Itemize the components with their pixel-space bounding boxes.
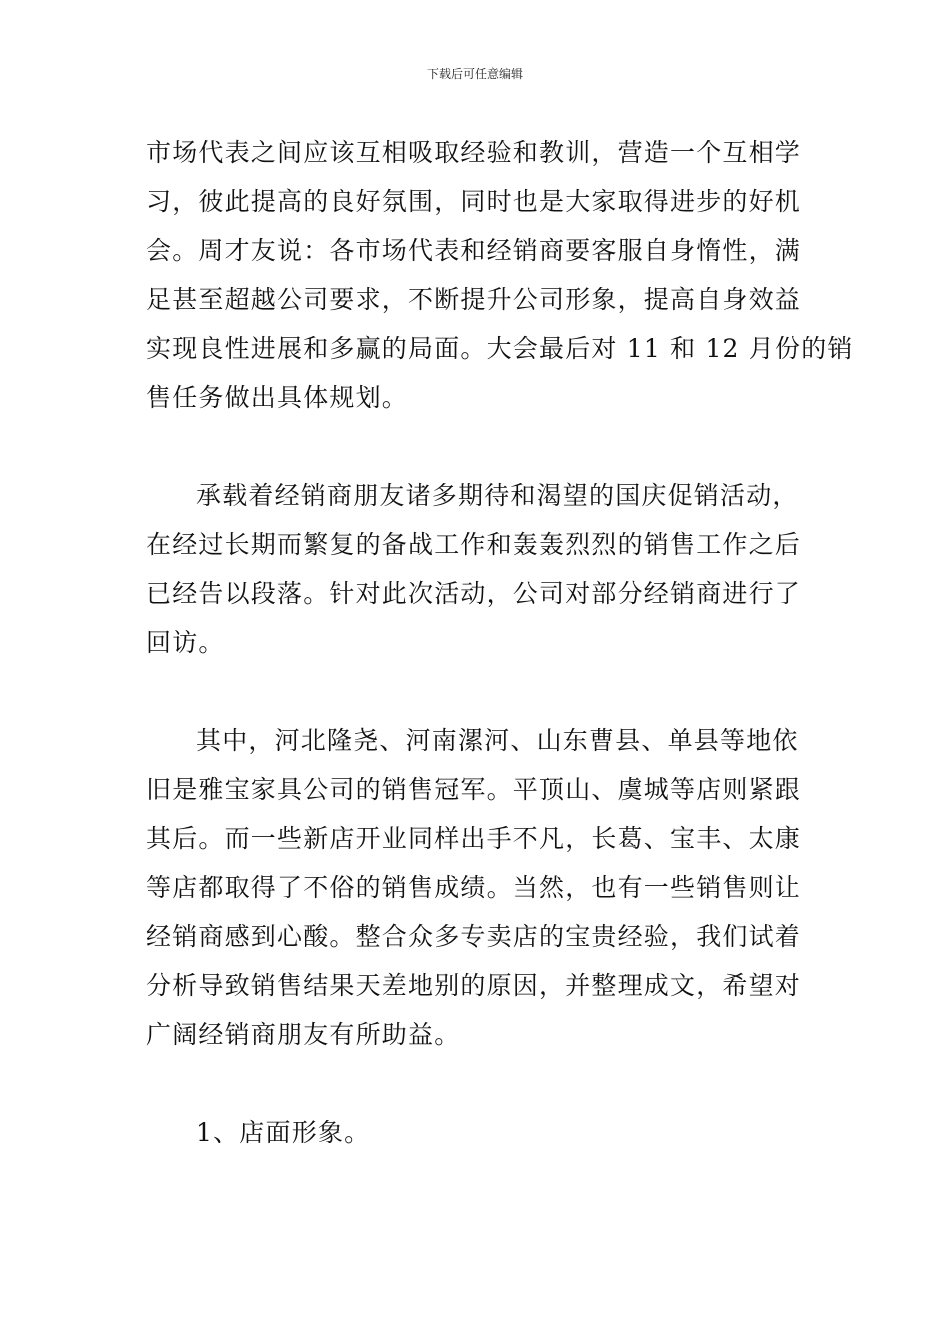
paragraph-line: 习，彼此提高的良好氛围，同时也是大家取得进步的好机: [146, 187, 802, 216]
document-body: [146, 128, 854, 1157]
header-note: 下载后可任意编辑: [426, 67, 523, 81]
paragraph-line: 经销商感到心酸。整合众多专卖店的宝贵经验，我们试着: [146, 922, 802, 951]
paragraph-line: 等店都取得了不俗的销售成绩。当然，也有一些销售则让: [146, 873, 802, 902]
paragraph-line: 售任务做出具体规划。: [146, 383, 409, 412]
paragraph-line: 市场代表之间应该互相吸取经验和教训，营造一个互相学: [146, 138, 802, 167]
paragraph-line: 广阔经销商朋友有所助益。: [146, 1020, 461, 1049]
paragraph-line: 会。周才友说：各市场代表和经销商要客服自身惰性，满: [146, 236, 802, 265]
paragraph-line: 已经告以段落。针对此次活动，公司对部分经销商进行了: [146, 579, 802, 608]
paragraph-1: [146, 128, 854, 422]
paragraph-2: [146, 471, 806, 667]
section-heading-text: 1、店面形象。: [196, 1118, 371, 1147]
section-heading: [146, 1108, 806, 1157]
paragraph-gap: [146, 1059, 806, 1108]
paragraph-line: 其后。而一些新店开业同样出手不凡，长葛、宝丰、太康: [146, 824, 802, 853]
paragraph-line: 分析导致销售结果天差地别的原因，并整理成文，希望对: [146, 971, 802, 1000]
paragraph-line: 回访。: [146, 628, 225, 657]
paragraph-line: 其中，河北隆尧、河南漯河、山东曹县、单县等地依: [196, 726, 799, 755]
paragraph-line: 承载着经销商朋友诸多期待和渴望的国庆促销活动，: [196, 481, 799, 510]
paragraph-3: [146, 716, 806, 1059]
paragraph-line: 足甚至超越公司要求，不断提升公司形象，提高自身效益: [146, 285, 802, 314]
paragraph-line: 实现良性进展和多赢的局面。大会最后对 11 和 12 月份的销: [146, 334, 854, 363]
paragraph-gap: [146, 667, 806, 716]
paragraph-line: 旧是雅宝家具公司的销售冠军。平顶山、虞城等店则紧跟: [146, 775, 802, 804]
paragraph-gap: [146, 422, 806, 471]
paragraph-line: 在经过长期而繁复的备战工作和轰轰烈烈的销售工作之后: [146, 530, 802, 559]
